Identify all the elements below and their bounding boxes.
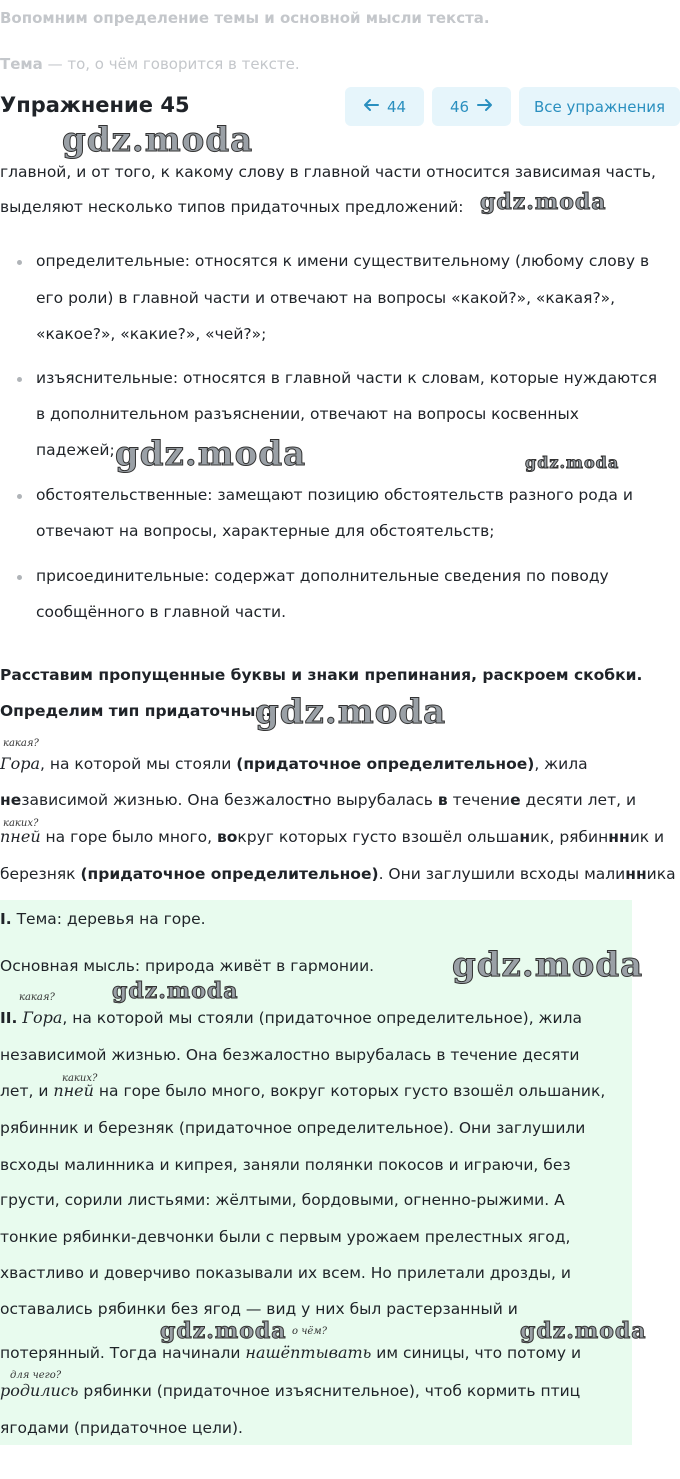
- prev-exercise-button[interactable]: [345, 87, 424, 126]
- answer-line: [0, 1081, 605, 1101]
- text: течени: [447, 791, 511, 809]
- tema-text: — то, о чём говорится в тексте.: [42, 55, 300, 73]
- arrow-left-icon: [363, 98, 379, 116]
- highlight: нн: [608, 828, 630, 846]
- watermark: gdz.moda: [115, 434, 307, 474]
- question-mark-label: какая?: [19, 992, 55, 1003]
- bullet-dot: [17, 260, 22, 265]
- answer-line: рябинник и березняк (придаточное определительное). Они заглушили: [0, 1119, 586, 1137]
- word-pney: пней: [53, 1081, 94, 1100]
- all-exercises-button[interactable]: [519, 87, 680, 126]
- roman-numeral: I.: [0, 910, 12, 928]
- text: лет, и: [0, 1082, 54, 1100]
- text: ик, рябин: [530, 828, 609, 846]
- highlight: е: [510, 791, 521, 809]
- question-mark-label: о чём?: [292, 1326, 327, 1337]
- watermark: gdz.moda: [480, 189, 607, 215]
- question-mark-label: для чего?: [10, 1370, 62, 1381]
- watermark: gdz.moda: [112, 978, 239, 1004]
- word-pney: пней: [0, 827, 41, 846]
- example-line: [0, 827, 664, 847]
- word-nashoptyvat: нашёптывать: [245, 1343, 372, 1362]
- word-gora: Гора: [0, 754, 41, 773]
- highlight: во: [216, 828, 238, 846]
- text: им синицы, что потому и: [371, 1344, 582, 1362]
- highlight: не: [0, 791, 22, 809]
- word-rodilis: родились: [0, 1381, 79, 1400]
- highlight: в: [437, 791, 448, 809]
- bullet-dot: [17, 377, 22, 382]
- bullet-line: отвечают на вопросы, характерные для обстоятельств;: [36, 522, 495, 540]
- text: , на которой мы стояли: [40, 755, 237, 773]
- example-line: [0, 790, 636, 810]
- page-title: Упражнение 45: [0, 93, 190, 117]
- bullet-line: определительные: относятся к имени существительному (любому слову в: [36, 252, 650, 270]
- answer-line: ягодами (придаточное цели).: [0, 1419, 243, 1437]
- answer-line: грусти, сорили листьями: жёлтыми, бордовыми, огненно-рыжими. А: [0, 1191, 565, 1209]
- text: жалос: [251, 791, 303, 809]
- clause-type: (придаточное определительное): [236, 755, 535, 773]
- answer-line: независимой жизнью. Она безжалостно вырубалась в течение десяти: [0, 1046, 580, 1064]
- text: круг которых густо взошёл ольша: [237, 828, 520, 846]
- text: потерянный. Тогда начинали: [0, 1344, 246, 1362]
- text: на горе было много,: [40, 828, 217, 846]
- text: но вырубалась: [311, 791, 438, 809]
- example-line: [0, 864, 676, 884]
- watermark: gdz.moda: [520, 1318, 647, 1344]
- highlight: н: [519, 828, 531, 846]
- prev-exercise-label: 44: [386, 97, 407, 116]
- roman-numeral: II.: [0, 1009, 18, 1027]
- all-exercises-label: Все упражнения: [533, 97, 666, 116]
- text: ика: [646, 865, 676, 883]
- question-mark-label: каких?: [62, 1073, 98, 1084]
- next-exercise-label: 46: [449, 97, 470, 116]
- text: десяти лет, и: [520, 791, 637, 809]
- answer-line: хвастливо и доверчиво показывали их всем. Но прилетали дрозды, и: [0, 1264, 571, 1282]
- tema-label: Тема: [0, 55, 43, 73]
- bullet-dot: [17, 575, 22, 580]
- text: зависимой жизнью. Она без: [21, 791, 252, 809]
- para-line: главной, и от того, к какому слову в главной части относится зависимая часть,: [0, 163, 656, 181]
- answer-line: всходы малинника и кипрея, заняли полянки покосов и играючи, без: [0, 1156, 571, 1174]
- bullet-dot: [17, 494, 22, 499]
- text: на горе было много, вокруг которых густо взошёл ольшаник,: [93, 1082, 606, 1100]
- answer-line: тонкие рябинки-девчонки были с первым урожаем прелестных ягод,: [0, 1228, 571, 1246]
- para-line: выделяют несколько типов придаточных предложений:: [0, 198, 464, 216]
- task-line: Расставим пропущенные буквы и знаки препинания, раскроем скобки.: [0, 666, 643, 684]
- bullet-line: присоединительные: содержат дополнительные сведения по поводу: [36, 567, 609, 585]
- answer-line: [0, 1343, 581, 1363]
- answer-line: [0, 909, 206, 929]
- answer-line: [0, 1008, 582, 1028]
- tema-definition: [0, 55, 300, 73]
- intro-line: Вопомним определение темы и основной мысли текста.: [0, 9, 490, 27]
- bullet-line: «какое?», «какие?», «чей?»;: [36, 325, 267, 343]
- next-exercise-button[interactable]: [432, 87, 511, 126]
- text: , жила: [534, 755, 588, 773]
- text: березняк: [0, 865, 81, 883]
- word-gora: Гора: [22, 1008, 63, 1027]
- bullet-line: падежей;: [36, 441, 115, 459]
- highlight: нн: [625, 865, 647, 883]
- example-line: [0, 754, 588, 774]
- watermark: gdz.moda: [452, 945, 644, 985]
- watermark: gdz.moda: [62, 120, 254, 160]
- answer-line: Основная мысль: природа живёт в гармонии.: [0, 957, 375, 975]
- bullet-line: его роли) в главной части и отвечают на вопросы «какой?», «какая?»,: [36, 289, 616, 307]
- bullet-line: обстоятельственные: замещают позицию обстоятельств разного рода и: [36, 486, 633, 504]
- question-mark-label: какая?: [3, 738, 39, 749]
- text: , на которой мы стояли (придаточное определительное), жила: [62, 1009, 582, 1027]
- watermark: gdz.moda: [160, 1318, 287, 1344]
- highlight: т: [302, 791, 312, 809]
- question-mark-label: каких?: [3, 818, 39, 829]
- answer-line: оставались рябинки без ягод — вид у них был растерзанный и: [0, 1300, 518, 1318]
- answer-line: [0, 1381, 580, 1401]
- text: ик и: [629, 828, 665, 846]
- text: Тема: деревья на горе.: [11, 910, 206, 928]
- bullet-line: в дополнительном разъяснении, отвечают на вопросы косвенных: [36, 405, 579, 423]
- task-line: Определим тип придаточных.: [0, 702, 272, 720]
- clause-type: (придаточное определительное): [80, 865, 379, 883]
- text: . Они заглушили всходы мали: [378, 865, 626, 883]
- watermark: gdz.moda: [255, 692, 447, 732]
- bullet-line: сообщённого в главной части.: [36, 603, 287, 621]
- watermark: gdz.moda: [525, 453, 620, 472]
- text: рябинки (придаточное изъяснительное), чтоб кормить птиц: [78, 1382, 581, 1400]
- arrow-right-icon: [477, 98, 493, 116]
- bullet-line: изъяснительные: относятся в главной части к словам, которые нуждаются: [36, 369, 658, 387]
